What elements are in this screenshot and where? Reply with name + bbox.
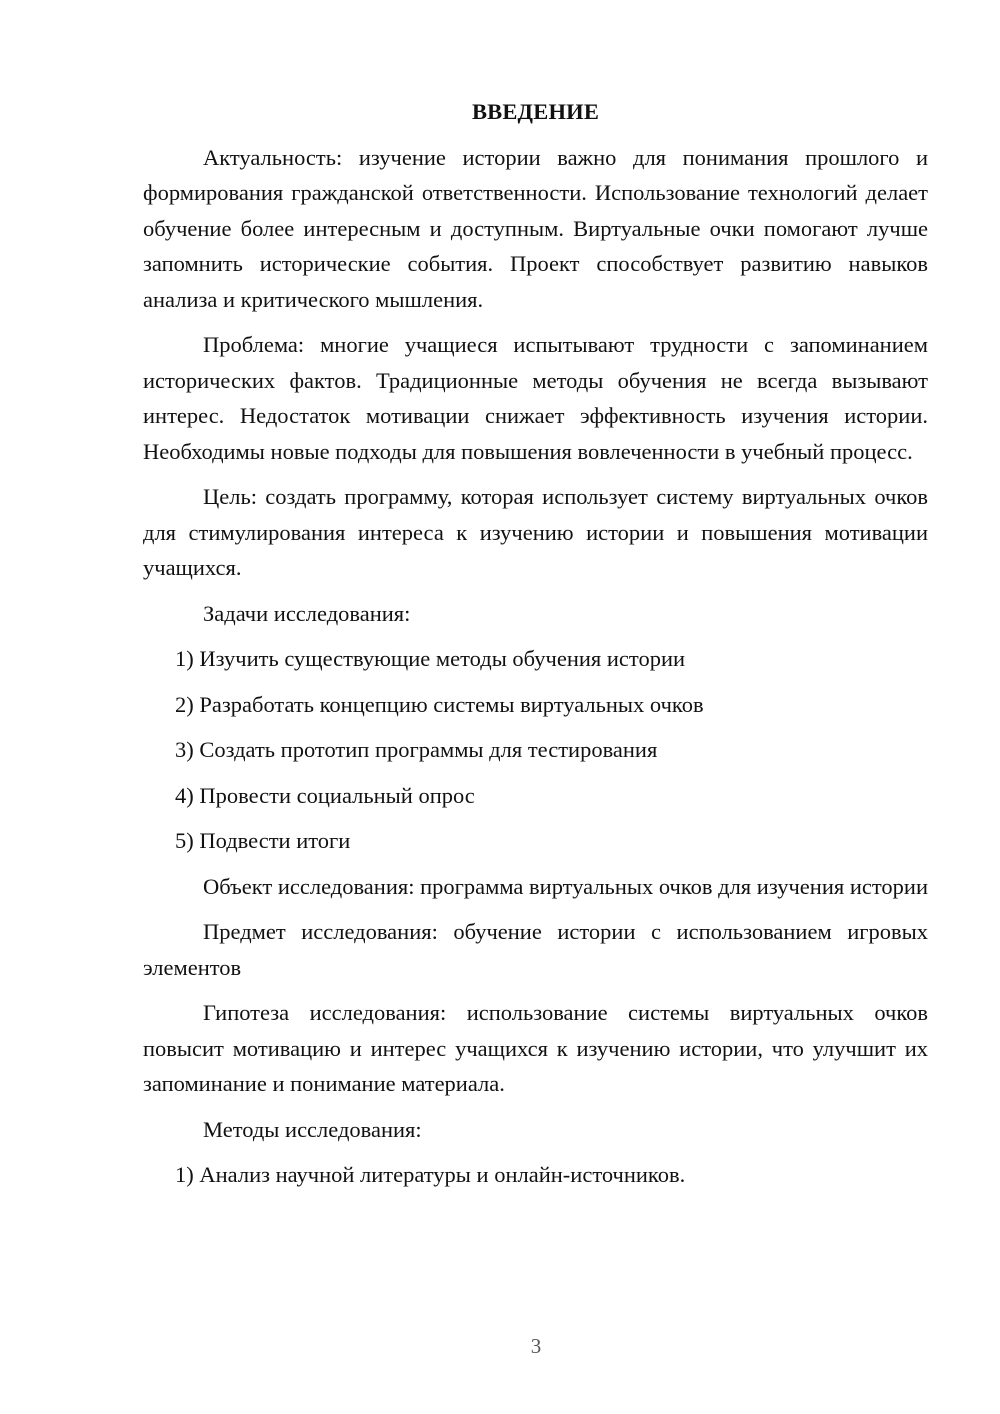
methods-title: Методы исследования: <box>203 1116 422 1142</box>
tasks-title: Задачи исследования: <box>203 600 411 626</box>
task-item-3: 3) Создать прототип программы для тестирования <box>175 737 658 762</box>
method-item-1: 1) Анализ научной литературы и онлайн-источников. <box>175 1162 686 1187</box>
page-number: 3 <box>530 1334 542 1358</box>
task-item-4: 4) Провести социальный опрос <box>175 782 475 808</box>
task-item-1: 1) Изучить существующие методы обучения истории <box>175 646 686 671</box>
paragraph-goal: Цель: создать программу, которая использует систему виртуальных очков для стимулирования интереса к изучению истории и повышения мотивации учащихся. <box>143 484 928 580</box>
paragraph-hypothesis: Гипотеза исследования: использование системы виртуальных очков повысит мотивацию и интерес учащихся к изучению истории, что улучшит их запоминание и понимание материала. <box>143 1000 928 1096</box>
section-heading: ВВЕДЕНИЕ <box>471 99 600 124</box>
task-item-5: 5) Подвести итоги <box>175 828 351 853</box>
page-content <box>143 94 928 1203</box>
paragraph-object: Объект исследования: программа виртуальных очков для изучения истории <box>203 873 928 899</box>
paragraph-subject: Предмет исследования: обучение истории с использованием игровых элементов <box>143 919 928 980</box>
task-item-2: 2) Разработать концепцию системы виртуальных очков <box>175 691 704 717</box>
paragraph-actuality: Актуальность: изучение истории важно для понимания прошлого и формирования гражданской ответственности. Использование технологий делает обучение более интересным и доступным. Виртуальные очки помогают лучше запомнить исторические события. Проект способствует развитию навыков анализа и критического мышления. <box>143 144 928 312</box>
paragraph-problem: Проблема: многие учащиеся испытывают трудности с запоминанием исторических фактов. Традиционные методы обучения не всегда вызывают интерес. Недостаток мотивации снижает эффективность изучения истории. Необходимы новые подходы для повышения вовлеченности в учебный процесс. <box>143 332 928 464</box>
